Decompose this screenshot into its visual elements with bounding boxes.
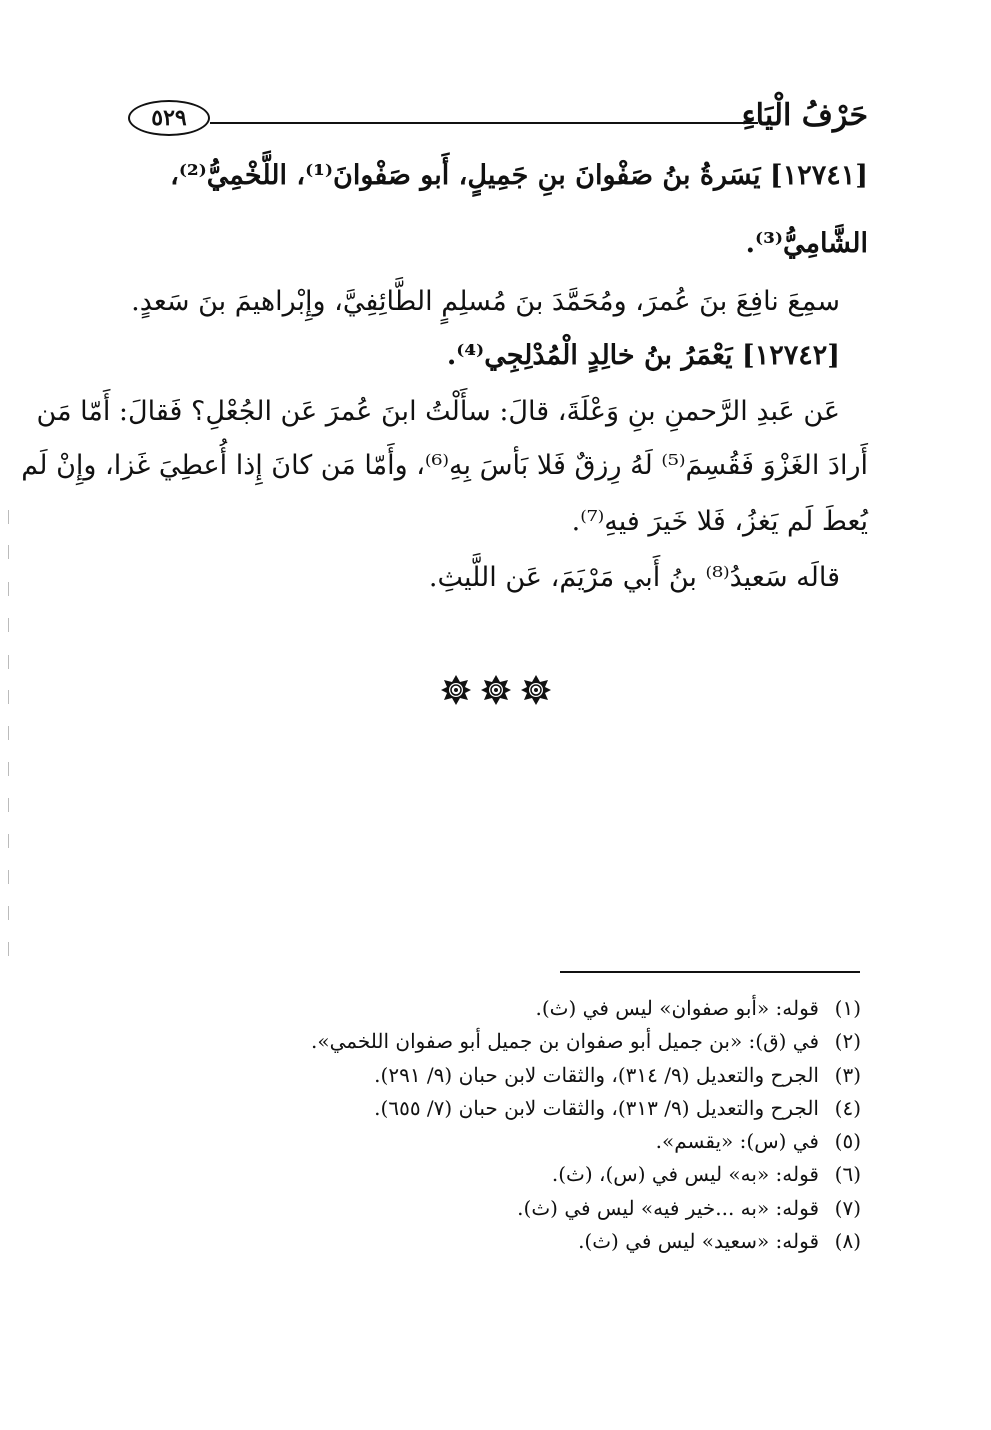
floral-star-icon: [440, 674, 472, 706]
footnote-text: في (ق): «بن جميل أبو صفوان بن جميل أبو صفوان اللخمي».: [311, 1029, 819, 1054]
margin-tick: [8, 690, 9, 704]
footnote-number: (٧): [834, 1195, 861, 1220]
margin-tick: [8, 655, 9, 669]
margin-tick: [8, 510, 9, 524]
footnote-text: قوله: «سعيد» ليس في (ث).: [578, 1229, 819, 1254]
entry-12742-text-4: قالَه سَعيدُ⁽⁸⁾ بنُ أَبي مَرْيَمَ، عَن اللَّيثِ.: [428, 562, 840, 593]
margin-tick: [8, 762, 9, 776]
entry-12741-heading-cont: الشَّامِيُّ⁽³⁾.: [745, 228, 868, 259]
floral-star-icon: [520, 674, 552, 706]
section-ornament: [440, 672, 552, 708]
margin-tick: [8, 798, 9, 812]
margin-tick: [8, 870, 9, 884]
entry-12741-text: سمِعَ نافِعَ بنَ عُمرَ، ومُحَمَّدَ بنَ مُسلِمٍ الطَّائِفِيَّ، وإِبْراهيمَ بنَ سَعدٍ.: [131, 286, 840, 317]
entry-12742-text-3: يُعطَ لَم يَغزُ، فَلا خَيرَ فيهِ⁽⁷⁾.: [571, 506, 868, 537]
footnote-number: (٢): [834, 1029, 861, 1054]
entry-12742-heading: [١٢٧٤٢] يَعْمَرُ بنُ خالِدٍ الْمُدْلِجِي⁽⁴⁾.: [446, 340, 840, 371]
header-rule: [210, 122, 758, 124]
running-head-title: حَرْفُ الْيَاءِ: [741, 98, 868, 133]
margin-tick: [8, 726, 9, 740]
main-text: [21, 160, 868, 620]
footnote-number: (٨): [834, 1229, 861, 1254]
entry-12741-heading: [١٢٧٤١] يَسَرةُ بنُ صَفْوانَ بنِ جَمِيلٍ، أَبو صَفْوانَ⁽¹⁾، اللَّخْمِيُّ⁽²⁾،: [170, 160, 868, 191]
page-number-badge: [128, 100, 210, 136]
scan-margin-marks: [8, 510, 10, 980]
margin-tick: [8, 618, 9, 632]
page-header: [128, 98, 868, 138]
footnote-number: (٥): [834, 1129, 861, 1154]
footnote-number: (٤): [834, 1095, 861, 1120]
page-number: ٥٢٩: [151, 105, 187, 131]
margin-tick: [8, 906, 9, 920]
footnote-text: الجرح والتعديل (٩/ ٣١٣)، والثقات لابن حبان (٧/ ٦٥٥).: [374, 1095, 819, 1120]
margin-tick: [8, 545, 9, 559]
footnotes: [301, 996, 861, 1262]
footnote-text: قوله: «به» ليس في (س)، (ث).: [551, 1162, 819, 1187]
footnote-separator: [560, 971, 860, 973]
footnote-text: في (س): «يقسم».: [655, 1129, 819, 1154]
footnote-item: [301, 1129, 861, 1162]
footnote-text: قوله: «أبو صفوان» ليس في (ث).: [535, 996, 819, 1020]
footnote-item: [301, 996, 861, 1029]
entry-12742-text-2: أَرادَ الغَزْوَ فَقُسِمَ⁽⁵⁾ لَهُ رِزقٌ فَلا بَأسَ بِهِ⁽⁶⁾، وأَمّا مَن كانَ إِذا أُعطِيَ غَزا، وإِنْ لَم: [21, 450, 868, 481]
footnote-text: الجرح والتعديل (٩/ ٣١٤)، والثقات لابن حبان (٩/ ٢٩١).: [374, 1062, 819, 1087]
footnote-item: [301, 1162, 861, 1195]
margin-tick: [8, 834, 9, 848]
footnote-number: (٣): [834, 1062, 861, 1087]
entry-12742-text-1: عَن عَبدِ الرَّحمنِ بنِ وَعْلَةَ، قالَ: سأَلْتُ ابنَ عُمرَ عَن الجُعْلِ؟ فَقالَ: أَمّا مَن: [36, 396, 840, 427]
footnote-item: [301, 1063, 861, 1096]
margin-tick: [8, 942, 9, 956]
footnote-number: (١): [834, 996, 861, 1020]
footnote-item: [301, 1229, 861, 1262]
footnote-item: [301, 1196, 861, 1229]
footnote-item: [301, 1029, 861, 1062]
footnote-number: (٦): [834, 1162, 861, 1187]
footnote-item: [301, 1096, 861, 1129]
floral-star-icon: [480, 674, 512, 706]
margin-tick: [8, 582, 9, 596]
footnote-text: قوله: «به ...خير فيه» ليس في (ث).: [517, 1195, 819, 1220]
